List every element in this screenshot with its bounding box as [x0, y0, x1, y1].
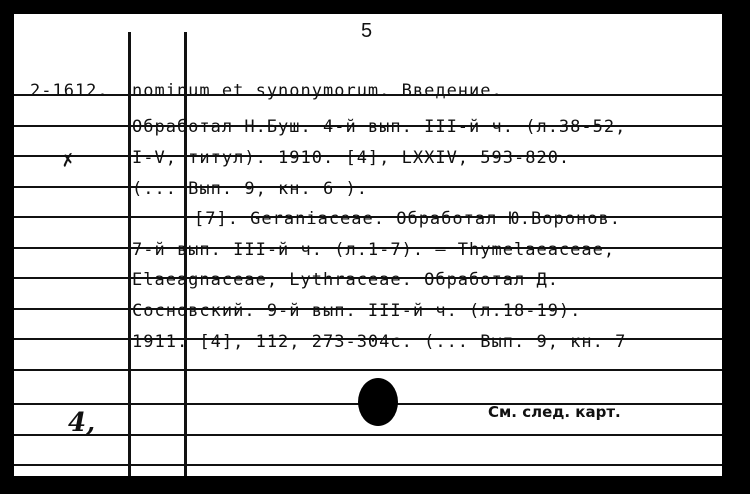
catalog-card [14, 14, 722, 476]
card-line: 7-й вып. III-й ч. (л.1-7). — Thymelaeaceae, [132, 240, 616, 260]
continued-stamp: См. след. карт. [488, 403, 621, 421]
card-line: nominum et synonymorum. Введение. [132, 81, 503, 101]
rule-line [14, 434, 722, 436]
card-line: 1911. [4], 112, 273-304с. (... Вып. 9, кн. 7 [132, 332, 627, 352]
margin-line [128, 32, 131, 476]
card-line: I-V, титул). 1910. [4], LXXIV, 593-820. [132, 148, 571, 168]
rule-line [14, 369, 722, 371]
rule-line [14, 464, 722, 466]
catalog-number: 2-1612. [30, 81, 109, 101]
card-line: Elaeagnaceae, Lythraceae. Обработал Д. [132, 270, 559, 290]
card-line: Сосновский. 9-й вып. III-й ч. (л.18-19). [132, 301, 582, 321]
card-line: [7]. Geraniaceae. Обработал Ю.Воронов. [194, 209, 621, 229]
rule-line [14, 186, 722, 188]
bottom-mark: 4, [68, 408, 96, 438]
card-line: (... Вып. 9, кн. 6 ). [132, 179, 368, 199]
punch-hole [358, 378, 398, 426]
card-line: Обработал Н.Буш. 4-й вып. III-й ч. (л.38-52, [132, 117, 627, 137]
page-number: 5 [361, 20, 373, 42]
side-mark: ✗ [59, 149, 77, 173]
